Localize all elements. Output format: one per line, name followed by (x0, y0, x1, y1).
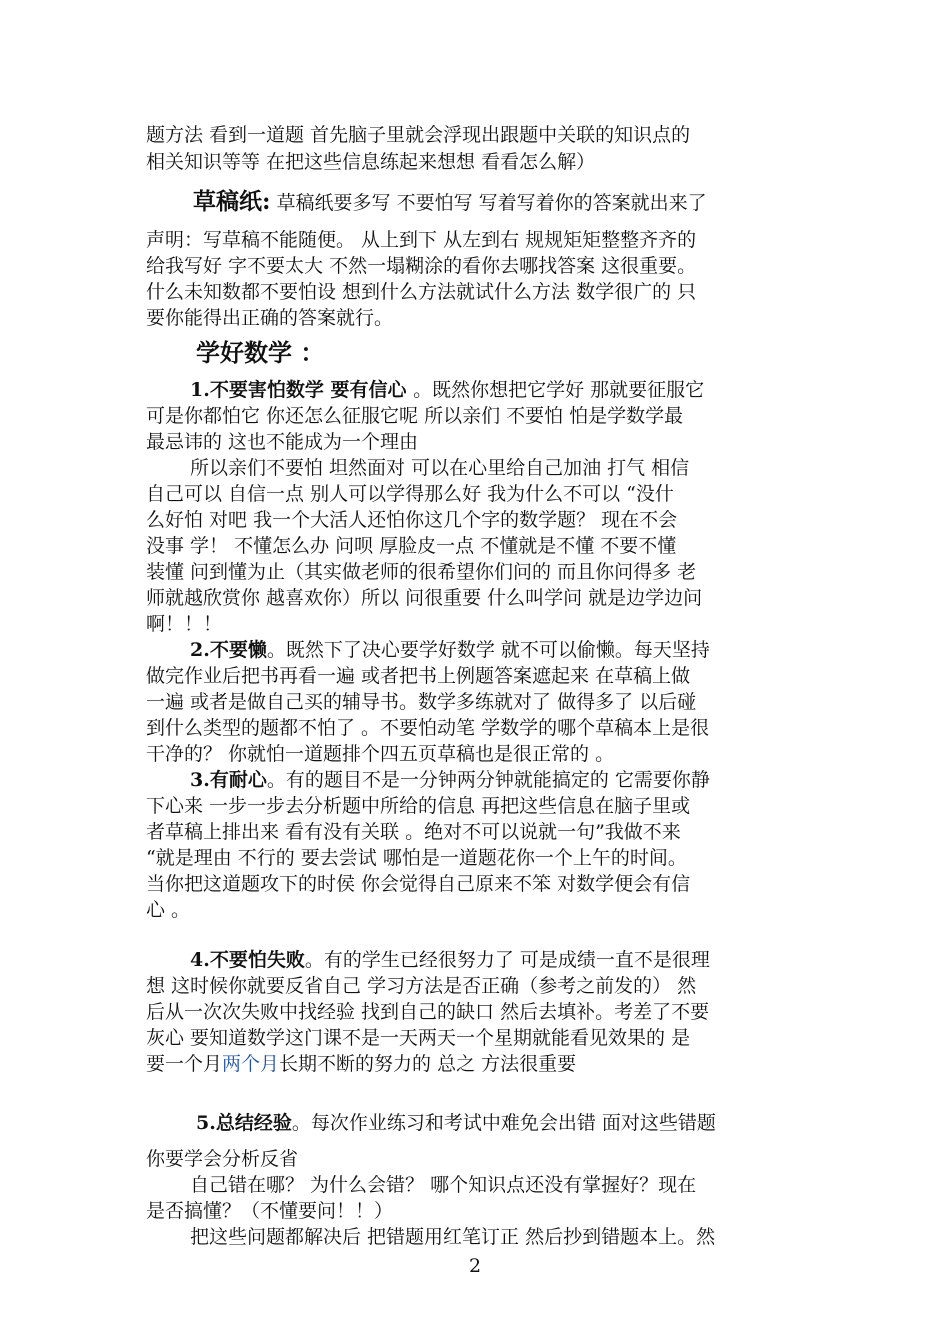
item-1-line (190, 377, 814, 403)
item-4-lead: 4.不要怕失败 (190, 949, 305, 971)
body-line: 下心来 一步一步去分析题中所给的信息 再把这些信息在脑子里或 (146, 795, 691, 817)
item-2-rest: 。既然下了决心要学好数学 就不可以偷懒。每天坚持 (266, 639, 710, 661)
body-line: 声明：写草稿不能随便。 从上到下 从左到右 规规矩矩整整齐齐的 (146, 229, 697, 251)
body-line: 给我写好 字不要太大 不然一塌糊涂的看你去哪找答案 这很重要。 (146, 255, 697, 277)
caogao-line (193, 187, 823, 218)
body-line: 自己错在哪？ 为什么会错？ 哪个知识点还没有掌握好？现在 (190, 1174, 697, 1196)
body-line: 么好怕 对吧 我一个大活人还怕你这几个字的数学题？ 现在不会 (146, 509, 678, 531)
body-line: 干净的？ 你就怕一道题排个四五页草稿也是很正常的 。 (146, 743, 615, 765)
body-line: 把这些问题都解决后 把错题用红笔订正 然后抄到错题本上。然 (190, 1226, 716, 1248)
item-4-rest: 。有的学生已经很努力了 可是成绩一直不是很理 (304, 949, 710, 971)
body-line: 当你把这道题攻下的时侯 你会觉得自己原来不笨 对数学便会有信 (146, 873, 691, 895)
body-line-with-link (146, 1051, 814, 1077)
section-title: 学好数学 ： (196, 338, 325, 367)
body-line: 想 这时候你就要反省自己 学习方法是否正确（参考之前发的） 然 (146, 975, 697, 997)
item-2-line (190, 637, 814, 663)
item-2-lead: 2.不要懒 (190, 639, 267, 661)
item-3-lead: 3.有耐心 (190, 769, 267, 791)
item-5-lead: 5.总结经验 (196, 1112, 292, 1134)
page-number: 2 (468, 1255, 482, 1277)
body-line: 者草稿上排出来 看有没有关联 。绝对不可以说就一句”我做不来 (146, 821, 681, 843)
item-5-line (196, 1110, 814, 1136)
body-line: 后从一次次失败中找经验 找到自己的缺口 然后去填补。考差了不要 (146, 1001, 710, 1023)
text-segment: 长期不断的努力的 总之 方法很重要 (279, 1053, 577, 1075)
body-line: 没事 学！ 不懂怎么办 问呗 厚脸皮一点 不懂就是不懂 不要不懂 (146, 535, 677, 557)
body-line: 可是你都怕它 你还怎么征服它呢 所以亲们 不要怕 怕是学数学最 (146, 405, 684, 427)
body-line: 心 。 (146, 899, 191, 921)
body-line: 师就越欣赏你 越喜欢你）所以 问很重要 什么叫学问 就是边学边问 (146, 587, 703, 609)
body-line: 你要学会分析反省 (146, 1148, 299, 1170)
body-line: 要你能得出正确的答案就行。 (146, 307, 394, 329)
body-line: 到什么类型的题都不怕了 。不要怕动笔 学数学的哪个草稿本上是很 (146, 717, 710, 739)
body-line: “就是理由 不行的 要去尝试 哪怕是一道题花你一个上午的时间。 (146, 847, 687, 869)
text-segment: 要一个月 (146, 1053, 223, 1075)
item-3-line (190, 767, 814, 793)
body-line: 装懂 问到懂为止（其实做老师的很希望你们问的 而且你问得多 老 (146, 561, 697, 583)
body-line: 啊！！！ (146, 613, 223, 635)
body-line: 是否搞懂？（不懂要问！！） (146, 1200, 394, 1222)
caogao-label: 草稿纸: (193, 188, 271, 215)
body-line: 相关知识等等 在把这些信息练起来想想 看看怎么解） (146, 151, 596, 173)
body-line: 所以亲们不要怕 坦然面对 可以在心里给自己加油 打气 相信 (190, 457, 690, 479)
body-line: 什么未知数都不要怕设 想到什么方法就试什么方法 数学很广的 只 (146, 281, 697, 303)
inline-link[interactable]: 两个月 (222, 1053, 280, 1075)
body-line: 题方法 看到一道题 首先脑子里就会浮现出跟题中关联的知识点的 (146, 124, 691, 146)
item-1-lead: 1.不要害怕数学 要有信心 (190, 379, 414, 401)
body-line: 做完作业后把书再看一遍 或者把书上例题答案遮起来 在草稿上做 (146, 665, 691, 687)
body-line: 最忌讳的 这也不能成为一个理由 (146, 431, 419, 453)
item-5-rest: 。每次作业练习和考试中难免会出错 面对这些错题 (291, 1112, 716, 1134)
item-1-rest: 。既然你想把它学好 那就要征服它 (413, 379, 705, 401)
body-line: 灰心 要知道数学这门课不是一天两天一个星期就能看见效果的 是 (146, 1027, 691, 1049)
body-line: 自己可以 自信一点 别人可以学得那么好 我为什么不可以 “没什 (146, 483, 674, 505)
item-4-line (190, 947, 814, 973)
item-3-rest: 。有的题目不是一分钟两分钟就能搞定的 它需要你静 (266, 769, 710, 791)
caogao-text: 草稿纸要多写 不要怕写 写着写着你的答案就出来了 (270, 192, 707, 214)
body-line: 一遍 或者是做自己买的辅导书。数学多练就对了 做得多了 以后碰 (146, 691, 697, 713)
